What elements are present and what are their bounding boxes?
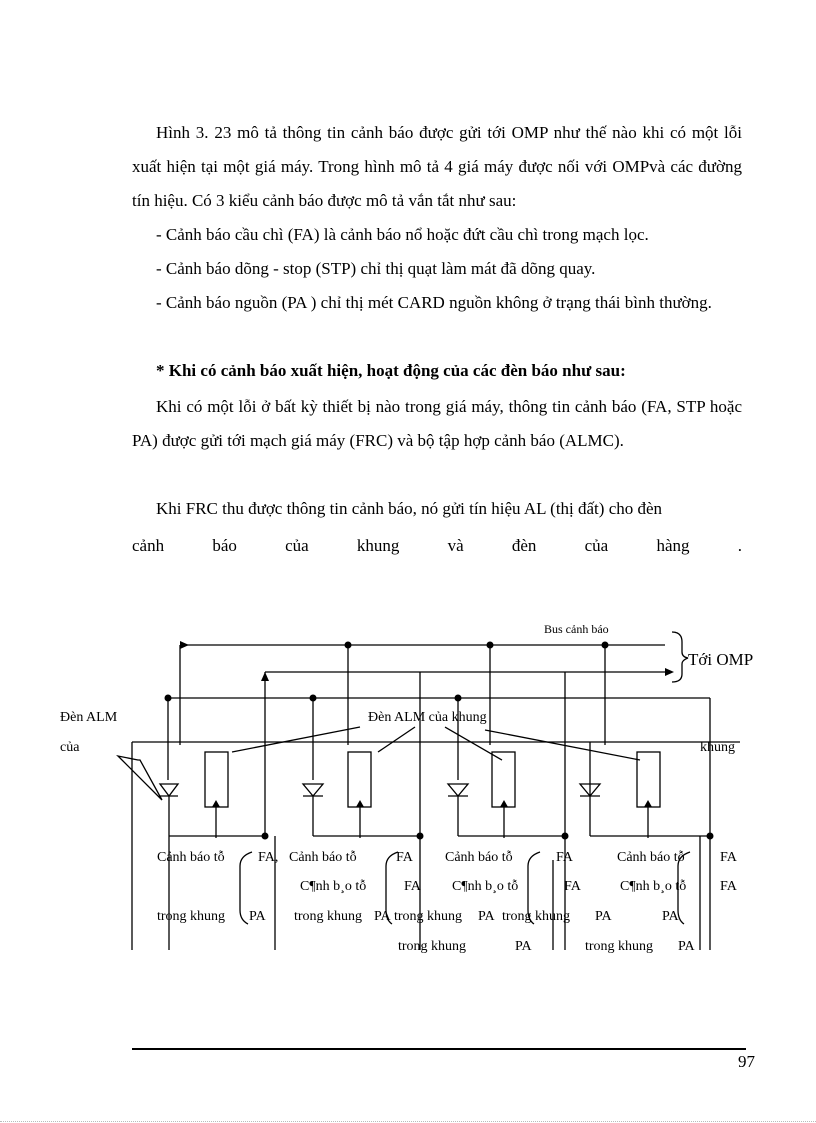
omp-label: Tới OMP xyxy=(688,650,754,669)
page-number: 97 xyxy=(738,1052,755,1071)
frame-alm-lamp-icon xyxy=(118,756,162,800)
paragraph-heading: * Khi có cảnh báo xuất hiện, hoạt động của các đèn báo như sau: xyxy=(156,361,626,380)
alarm-label: FA xyxy=(396,850,413,865)
paragraph-pa: - Cảnh báo nguồn (PA ) chỉ thị mét CARD nguồn không ở trạng thái bình thường. xyxy=(156,293,712,312)
rack-unit-4 xyxy=(580,742,710,838)
khung-label: khung xyxy=(700,740,735,755)
rack-unit-2 xyxy=(303,752,420,838)
alarm-label: C¶nh b¸o tỗ xyxy=(300,879,367,894)
alarm-label: PA xyxy=(374,909,391,924)
paragraph-frc: Khi FRC thu được thông tin cảnh báo, nó gửi tín hiệu AL (thị đất) cho đèn xyxy=(156,499,663,518)
alarm-label: trong khung xyxy=(502,909,571,924)
word: . xyxy=(737,536,742,555)
alarm-label: PA xyxy=(249,909,266,924)
alarm-label: FA xyxy=(720,879,737,894)
word: của xyxy=(285,536,309,555)
alarm-label: Cảnh báo tỗ xyxy=(445,850,513,865)
rack-unit-3 xyxy=(448,752,565,838)
alarm-label: trong khung xyxy=(398,939,467,954)
word: hàng xyxy=(656,536,690,555)
alarm-label: C¶nh b¸o tỗ xyxy=(620,879,687,894)
alarm-label: FA, xyxy=(258,850,279,865)
word: của xyxy=(584,536,609,555)
alarm-label: trong khung xyxy=(585,939,654,954)
paragraph-intro: Hình 3. 23 mô tả thông tin cảnh báo được gửi tới OMP như thế nào khi có một lỗi xuất hiện tại một giá máy. Trong hình mô tả 4 giá máy được nối với OMPvà các đường tín hiệu. Có 3 kiểu cảnh báo được mô tả vắn tắt như sau: xyxy=(132,123,742,210)
alarm-label: PA xyxy=(678,939,695,954)
page-edge xyxy=(0,1121,816,1122)
paragraph-stp: - Cảnh báo dõng - stop (STP) chỉ thị quạt làm mát đã dõng quay. xyxy=(156,259,596,278)
alarm-label: Cảnh báo tỗ xyxy=(157,850,225,865)
alarm-label: Cảnh báo tỗ xyxy=(289,850,357,865)
alarm-label: trong khung xyxy=(294,909,363,924)
alarm-label: C¶nh b¸o tỗ xyxy=(452,879,519,894)
word: đèn xyxy=(511,536,537,555)
frame-alm-label: Đèn ALM của khung xyxy=(368,710,487,725)
footer-rule xyxy=(132,1048,746,1050)
alarm-label: FA xyxy=(404,879,421,894)
alarm-label: FA xyxy=(556,850,573,865)
word: báo xyxy=(212,536,237,555)
word: và xyxy=(447,536,464,555)
alarm-label: PA xyxy=(515,939,532,954)
alm-left-label-1: Đèn ALM xyxy=(60,710,118,725)
paragraph-fault: Khi có một lỗi ở bất kỳ thiết bị nào trong giá máy, thông tin cảnh báo (FA, STP hoặc PA) được gửi tới mạch giá máy (FRC) và bộ tập hợp cảnh báo (ALMC). xyxy=(132,397,742,450)
alarm-label: trong khung xyxy=(157,909,226,924)
bus-label: Bus cảnh báo xyxy=(544,622,609,636)
alarm-label: PA xyxy=(662,909,679,924)
alm-left-label-2: của xyxy=(60,740,80,755)
alarm-label: trong khung xyxy=(394,909,463,924)
rack-unit-1 xyxy=(160,752,265,838)
word: khung xyxy=(356,536,400,555)
alarm-label: FA xyxy=(720,850,737,865)
word: cảnh xyxy=(132,536,165,555)
alarm-label: PA xyxy=(595,909,612,924)
alarm-label: FA xyxy=(564,879,581,894)
alarm-label: Cảnh báo tỗ xyxy=(617,850,685,865)
paragraph-fa: - Cảnh báo cầu chì (FA) là cảnh báo nổ hoặc đứt cầu chì trong mạch lọc. xyxy=(156,225,649,244)
alarm-label: PA xyxy=(478,909,495,924)
